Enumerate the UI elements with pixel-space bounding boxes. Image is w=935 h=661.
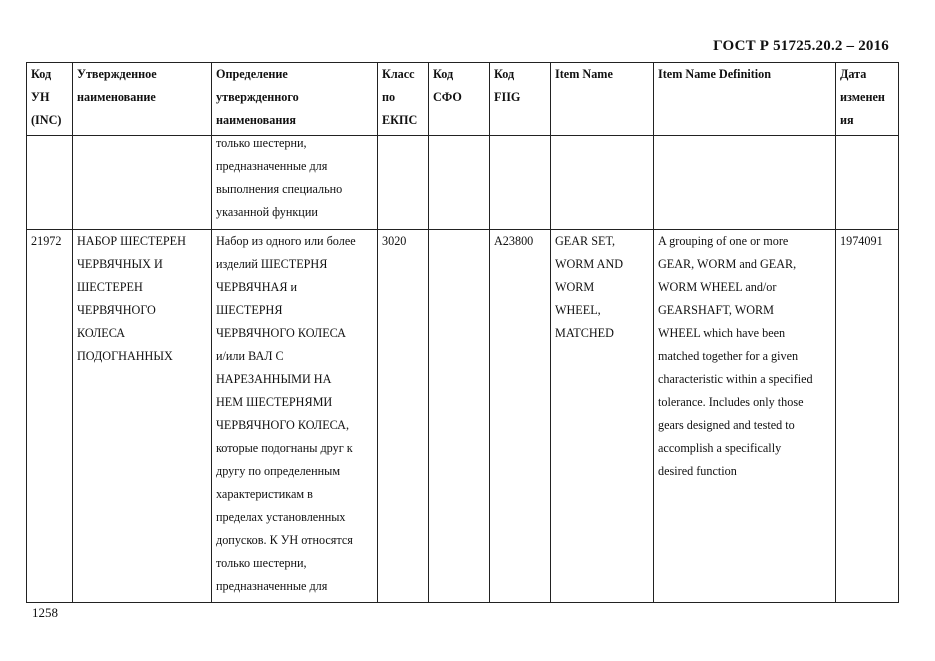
col-header-item-definition: Item Name Definition <box>654 63 836 136</box>
header-row <box>27 63 899 136</box>
col-header-sfo: Код СФО <box>429 63 490 136</box>
cell-item-name <box>551 136 654 230</box>
cell-inc <box>27 136 73 230</box>
item-name-table <box>26 62 899 603</box>
col-header-inc: Код УН (INC) <box>27 63 73 136</box>
cell-inc: 21972 <box>27 230 73 603</box>
cell-definition: только шестерни, предназначенные для выполнения специально указанной функции <box>212 136 378 230</box>
col-header-date: Дата изменен ия <box>836 63 899 136</box>
table-row <box>27 230 899 603</box>
table-row-continuation <box>27 136 899 230</box>
cell-definition: Набор из одного или более изделий ШЕСТЕРНЯ ЧЕРВЯЧНАЯ и ШЕСТЕРНЯ ЧЕРВЯЧНОГО КОЛЕСА и/или ВАЛ С НАРЕЗАННЫМИ НА НЕМ ШЕСТЕРНЯМИ ЧЕРВЯЧНОГО КОЛЕСА, которые подогнаны друг к другу по определенным характеристикам в пределах установленных допусков. К УН относятся только шестерни, предназначенные для <box>212 230 378 603</box>
document-id: ГОСТ Р 51725.20.2 – 2016 <box>713 38 889 54</box>
cell-item-definition <box>654 136 836 230</box>
cell-approved-name: НАБОР ШЕСТЕРЕН ЧЕРВЯЧНЫХ И ШЕСТЕРЕН ЧЕРВЯЧНОГО КОЛЕСА ПОДОГНАННЫХ <box>73 230 212 603</box>
cell-sfo <box>429 230 490 603</box>
col-header-approved-name: Утвержденное наименование <box>73 63 212 136</box>
col-header-item-name: Item Name <box>551 63 654 136</box>
cell-item-name: GEAR SET, WORM AND WORM WHEEL, MATCHED <box>551 230 654 603</box>
cell-date <box>836 136 899 230</box>
page-number: 1258 <box>32 605 58 620</box>
cell-class: 3020 <box>378 230 429 603</box>
col-header-fiig: Код FIIG <box>490 63 551 136</box>
col-header-definition: Определение утвержденного наименования <box>212 63 378 136</box>
cell-sfo <box>429 136 490 230</box>
cell-approved-name <box>73 136 212 230</box>
col-header-class: Класс по ЕКПС <box>378 63 429 136</box>
cell-date: 1974091 <box>836 230 899 603</box>
cell-class <box>378 136 429 230</box>
cell-fiig: A23800 <box>490 230 551 603</box>
cell-fiig <box>490 136 551 230</box>
cell-item-definition: A grouping of one or more GEAR, WORM and GEAR, WORM WHEEL and/or GEARSHAFT, WORM WHEEL which have been matched together for a given characteristic within a specified tolerance. Includes only those gears designed and tested to accomplish a specifically desired function <box>654 230 836 603</box>
